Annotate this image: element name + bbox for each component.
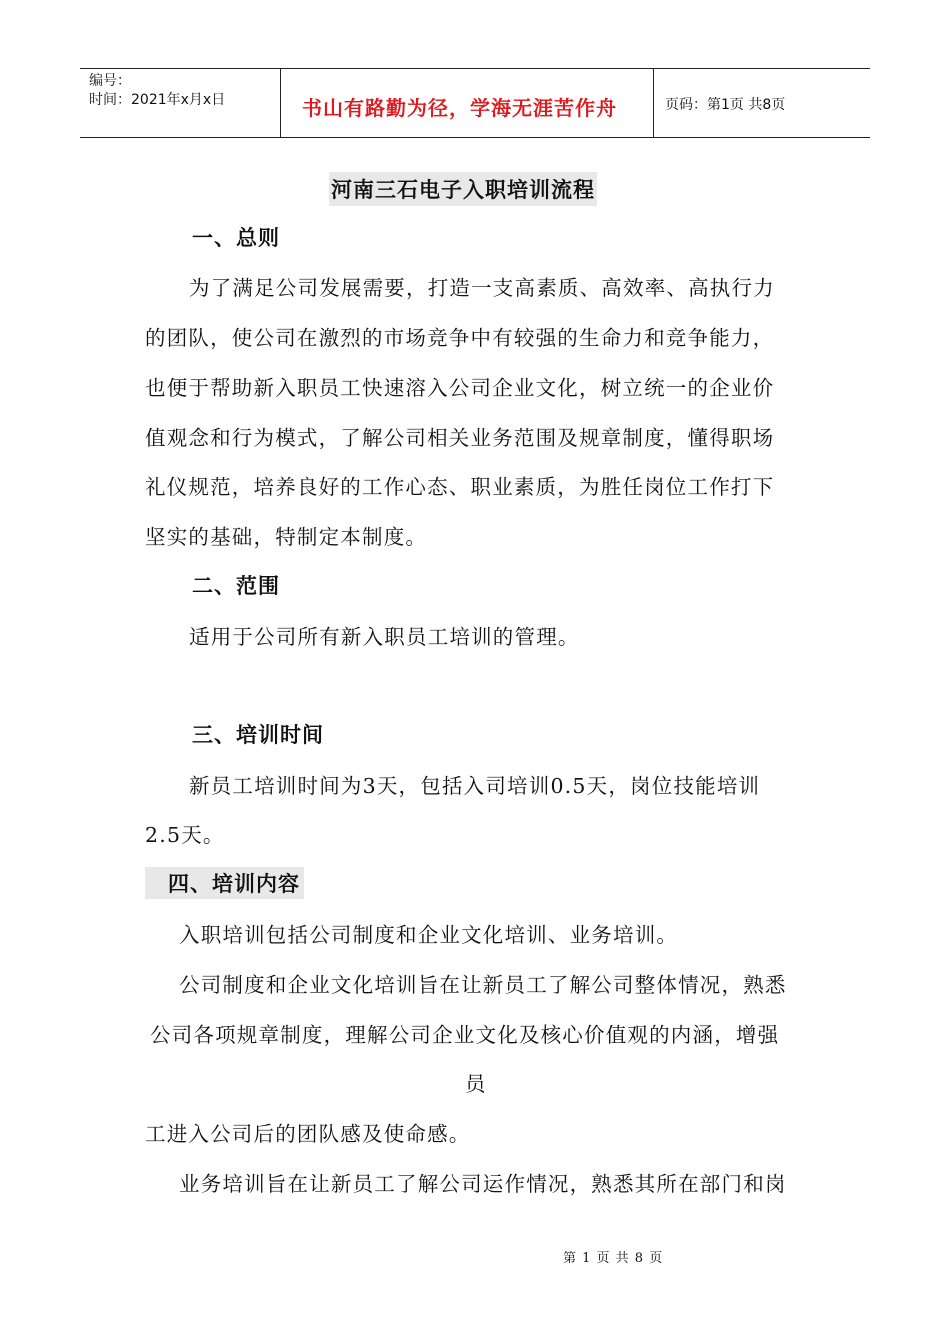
paragraph-line: 2.5天。: [145, 823, 225, 847]
paragraph-line: 工进入公司后的团队感及使命感。: [145, 1122, 471, 1146]
section-heading-training-time: 三、培训时间: [192, 723, 324, 747]
paragraph-line: 为了满足公司发展需要，打造一支高素质、高效率、高执行力: [189, 276, 775, 300]
paragraph-line: 礼仪规范，培养良好的工作心态、职业素质，为胜任岗位工作打下: [145, 475, 775, 499]
paragraph-line: 也便于帮助新入职员工快速溶入公司企业文化，树立统一的企业价: [145, 376, 775, 400]
section-heading-training-content: 四、培训内容: [145, 867, 304, 899]
paragraph-line: 坚实的基础，特制定本制度。: [145, 525, 428, 549]
document-title: 河南三石电子入职培训流程: [329, 172, 597, 206]
header-motto: 书山有路勤为径，学海无涯苦作舟: [302, 96, 617, 120]
document-date-label: 时间：2021年x月x日: [89, 92, 226, 108]
page-header: [80, 68, 870, 138]
section-heading-scope: 二、范围: [192, 574, 280, 598]
paragraph-line: 适用于公司所有新入职员工培训的管理。: [189, 625, 580, 649]
paragraph-line: 入职培训包括公司制度和企业文化培训、业务培训。: [179, 923, 679, 947]
paragraph-line: 值观念和行为模式，了解公司相关业务范围及规章制度，懂得职场: [145, 426, 775, 450]
header-divider: [280, 69, 281, 137]
paragraph-line: 业务培训旨在让新员工了解公司运作情况，熟悉其所在部门和岗: [179, 1172, 787, 1196]
section-heading-general: 一、总则: [192, 226, 280, 250]
paragraph-line: 员: [465, 1072, 487, 1096]
header-page-info: 页码：第1页 共8页: [665, 97, 786, 113]
document-number-label: 编号：: [89, 73, 131, 89]
header-divider: [653, 69, 654, 137]
page-footer: 第 1 页 共 8 页: [563, 1251, 664, 1266]
paragraph-line: 公司制度和企业文化培训旨在让新员工了解公司整体情况，熟悉: [179, 973, 787, 997]
paragraph-line: 的团队，使公司在激烈的市场竞争中有较强的生命力和竞争能力，: [145, 326, 775, 350]
paragraph-line: 公司各项规章制度，理解公司企业文化及核心价值观的内涵，增强: [150, 1023, 780, 1047]
paragraph-line: 新员工培训时间为3天，包括入司培训0.5天，岗位技能培训: [189, 774, 761, 798]
